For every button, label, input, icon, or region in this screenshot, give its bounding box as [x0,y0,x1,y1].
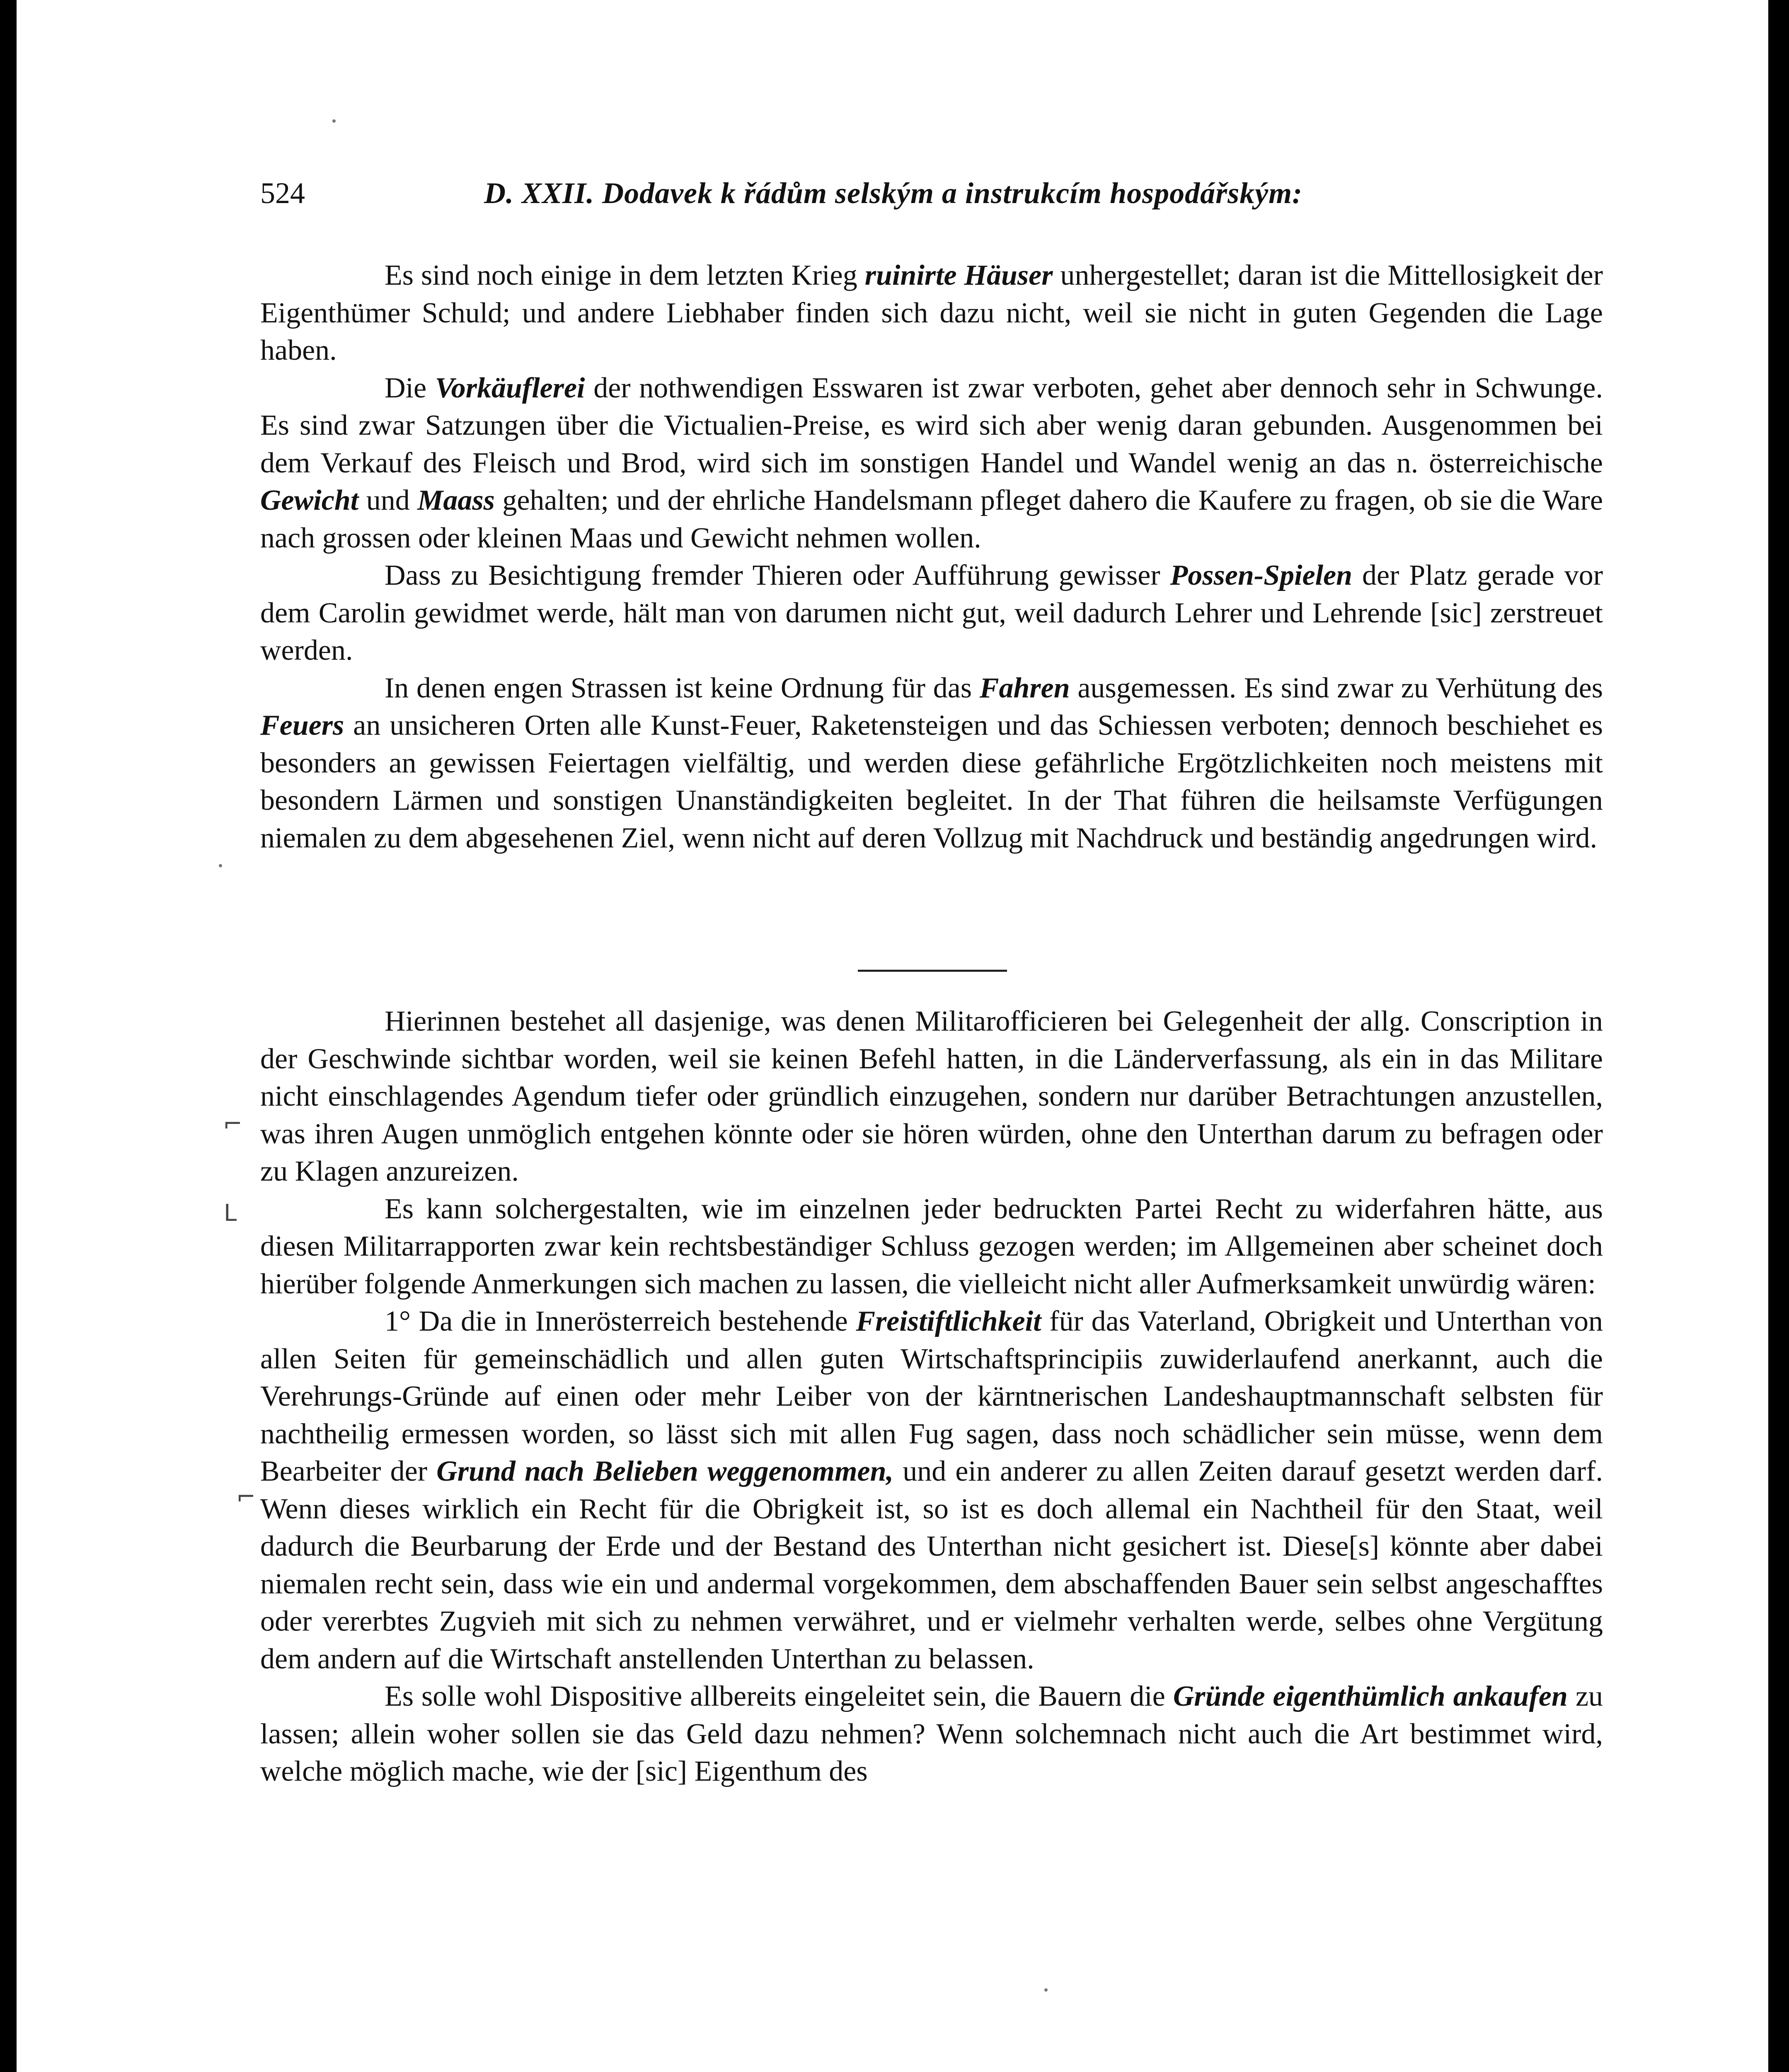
paragraph: Die Vorkäuflerei der nothwendigen Esswaren ist zwar verboten, gehet aber dennoch sehr in Schwunge. Es sind zwar Satzungen über die Victualien-Preise, es wird sich aber wenig daran gebunden. Ausgenommen bei dem Verkauf des Fleisch und Brod, wird sich im sonstigen Handel und Wandel wenig an das n. österreichische Gewicht und Maass gehalten; und der ehrliche Handelsmann pfleget dahero die Kaufere zu fragen, ob sie die Ware nach grossen oder kleinen Maas und Gewicht nehmen wollen. [260,372,1603,554]
margin-mark: L [224,1200,237,1227]
margin-mark: ⌐ [223,1111,242,1138]
paragraph: Es kann solchergestalten, wie im einzelnen jeder bedruckten Partei Recht zu widerfahren hätte, aus diesen Militarrapporten zwar kein rechtsbeständiger Schluss gezogen werden; im Allgemeinen aber scheinet doch hierüber folgende Anmerkungen sich machen zu lassen, die vielleicht nicht aller Aufmerksamkeit unwürdig wären: [260,1193,1603,1300]
paragraph: In denen engen Strassen ist keine Ordnung für das Fahren ausgemessen. Es sind zwar zu Verhütung des Feuers an unsicheren Orten alle Kunst-Feuer, Raketensteigen und das Schiessen verboten; dennoch beschiehet es besonders an gewissen Feiertagen vielfältig, und werden diese gefährliche Ergötzlichkeiten noch meistens mit besondern Lärmen und sonstigen Unanständigkeiten begleitet. In der That führen die heilsamste Verfügungen niemalen zu dem abgesehenen Ziel, wenn nicht auf deren Vollzug mit Nachdruck und beständig angedrungen wird. [260,672,1603,854]
scan-speck [332,119,336,123]
margin-mark: ⌐ [236,1484,256,1510]
emphasis: Feuers [260,709,344,741]
section-2 [260,1003,1603,1791]
paragraph: Hierinnen bestehet all dasjenige, was denen Militarofficieren bei Gelegenheit der allg. Conscription in der Geschwinde sichtbar worden, weil sie keinen Befehl hatten, in die Länderverfassung, als ein in das Militare nicht einschlagendes Agendum tiefer oder gründlich einzugehen, sondern nur darüber Betrachtungen anzustellen, was ihren Augen unmöglich entgehen könnte oder sie hören würden, ohne den Unterthan darum zu befragen oder zu Klagen anzureizen. [260,1005,1603,1187]
scan-speck [1044,1988,1048,1992]
page-number: 524 [260,177,305,210]
emphasis: Fahren [979,672,1070,704]
emphasis: Possen-Spielen [1170,559,1353,591]
emphasis: Maass [417,484,495,516]
paragraph: Es sind noch einige in dem letzten Krieg ruinirte Häuser unhergestellet; daran ist die Mittellosigkeit der Eigenthümer Schuld; und andere Liebhaber finden sich dazu nicht, weil sie nicht in guten Gegenden die Lage haben. [260,259,1603,366]
emphasis: Freistiftlichkeit [856,1305,1041,1337]
section-1 [260,257,1603,857]
emphasis: Gründe eigenthümlich ankaufen [1173,1680,1568,1712]
page-header [260,176,1603,226]
paragraph: Es solle wohl Dispositive allbereits eingeleitet sein, die Bauern die Gründe eigenthümlich ankaufen zu lassen; allein woher sollen sie das Geld dazu nehmen? Wenn solchemnach nicht auch die Art bestimmet wird, welche möglich mache, wie der [sic] Eigenthum des [260,1680,1603,1787]
paragraph: 1° Da die in Innerösterreich bestehende Freistiftlichkeit für das Vaterland, Obrigkeit und Unterthan von allen Seiten für gemeinschädlich und allen guten Wirtschaftsprincipiis zuwiderlaufend anerkannt, auch die Verehrungs-Gründe auf einen oder mehr Leiber von der kärntnerischen Landeshauptmannschaft selbsten für nachtheilig ermessen worden, so lässt sich mit allen Fug sagen, dass noch schädlicher sein müsse, wenn dem Bearbeiter der Grund nach Belieben weggenommen, und ein anderer zu allen Zeiten darauf gesetzt werden darf. Wenn dieses wirklich ein Recht für die Obrigkeit ist, so ist es doch allemal ein Nachtheil für den Staat, weil dadurch die Beurbarung der Erde und der Bestand des Unterthan nicht gesichert ist. Diese[s] könnte aber dabei niemalen recht sein, dass wie ein und andermal vorgekommen, dem abschaffenden Bauer sein selbst angeschafftes oder vererbtes Zugvieh mit sich zu nehmen verwähret, und er vielmehr verhalten werde, selbes ohne Vergütung dem andern auf die Wirtschaft anstellenden Unterthan zu belassen. [260,1305,1603,1675]
section-divider [858,970,1007,972]
paragraph: Dass zu Besichtigung fremder Thieren oder Aufführung gewisser Possen-Spielen der Platz gerade vor dem Carolin gewidmet werde, hält man von darumen nicht gut, weil dadurch Lehrer und Lehrende [sic] zerstreuet werden. [260,559,1603,666]
emphasis: Grund nach Belieben weggenommen, [436,1455,894,1487]
emphasis: Gewicht [260,484,359,516]
running-title: D. XXII. Dodavek k řádům selským a instrukcím hospodářským: [484,177,1303,210]
scan-speck [219,864,222,867]
scanned-page [17,0,1768,2072]
emphasis: ruinirte Häuser [864,259,1053,291]
emphasis: Vorkäuflerei [435,372,585,404]
